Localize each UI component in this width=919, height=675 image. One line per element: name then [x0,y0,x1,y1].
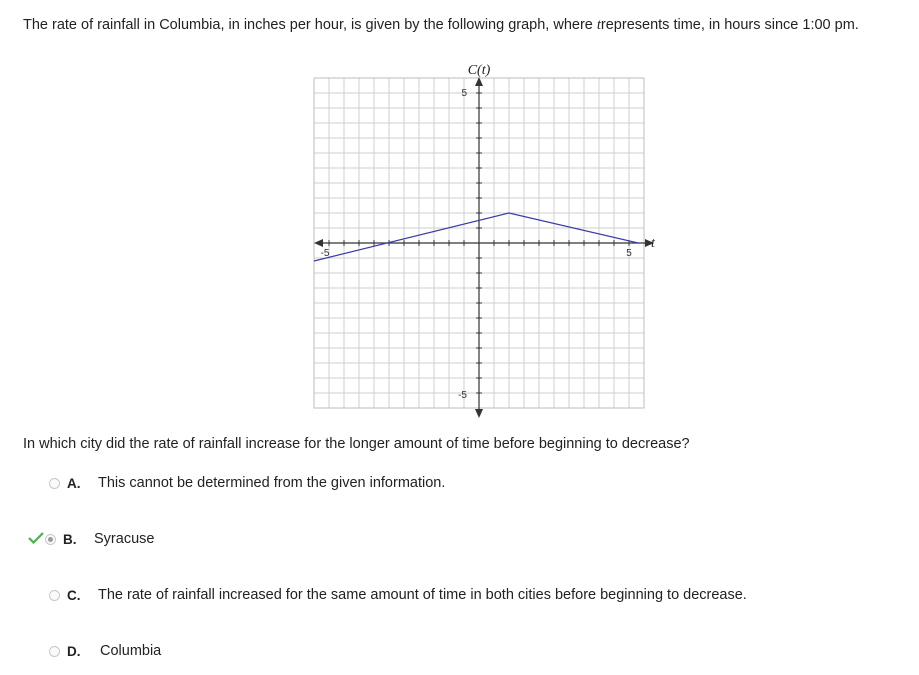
radio-b[interactable] [45,534,56,545]
y-axis-label: C(t) [467,63,491,78]
choice-text-b: Syracuse [94,531,155,547]
x-tick-label-left: -5 [320,248,330,259]
question-text: In which city did the rate of rainfall increase for the longer amount of time before beginning to decrease? [23,436,690,452]
y-axis-arrow-down [475,409,483,418]
x-axis-arrow-left [314,239,323,247]
intro-text-after: represents time, in hours since 1:00 pm. [600,17,859,33]
x-tick-label-right: 5 [626,248,632,259]
question-intro [23,17,859,34]
choice-text-c: The rate of rainfall increased for the same amount of time in both cities before beginning to decrease. [98,587,747,603]
radio-c[interactable] [49,590,60,601]
radio-d[interactable] [49,646,60,657]
rainfall-series-line [314,213,638,261]
choice-letter-d: D. [67,643,81,659]
rainfall-graph [305,58,665,418]
axes [314,77,654,418]
intro-variable: t [596,17,601,33]
y-tick-label-top: 5 [461,88,467,99]
check-icon [28,532,44,544]
choice-text-a: This cannot be determined from the given information. [98,475,446,491]
choice-text-d: Columbia [100,643,162,659]
choice-letter-c: C. [67,587,81,603]
x-axis-label: t [651,236,655,251]
radio-a[interactable] [49,478,60,489]
y-tick-label-bottom: -5 [458,390,467,401]
choice-letter-b: B. [63,531,77,547]
intro-text-before: The rate of rainfall in Columbia, in inches per hour, is given by the following graph, where [23,17,597,33]
choice-letter-a: A. [67,475,81,491]
